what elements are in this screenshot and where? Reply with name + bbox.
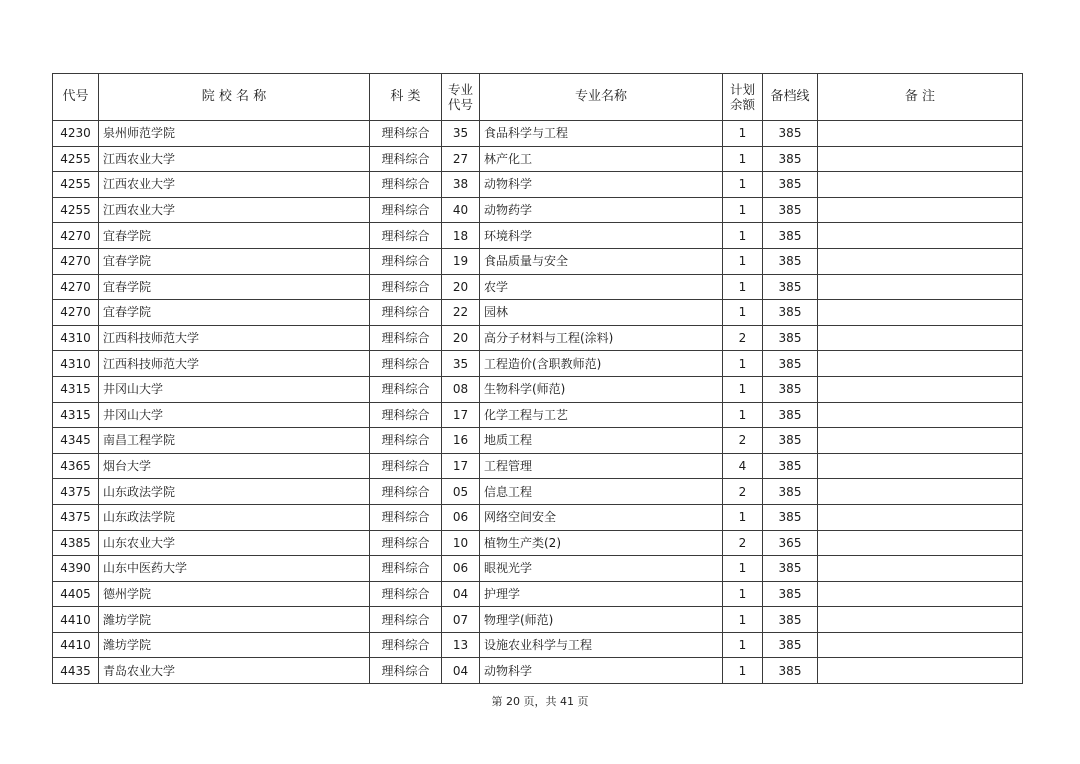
row-school-name: 烟台大学	[99, 453, 370, 479]
table-body	[53, 121, 1023, 684]
row-school-name: 潍坊学院	[99, 607, 370, 633]
row-school-name: 宜春学院	[99, 300, 370, 326]
table-row	[53, 658, 1023, 684]
row-plan-remaining: 2	[723, 428, 763, 454]
row-code: 4315	[53, 402, 99, 428]
row-major-name: 信息工程	[480, 479, 723, 505]
row-cutoff: 385	[763, 197, 818, 223]
row-cutoff: 385	[763, 479, 818, 505]
row-school-name: 青岛农业大学	[99, 658, 370, 684]
row-major-code: 35	[442, 351, 480, 377]
row-major-code: 08	[442, 376, 480, 402]
row-remarks	[818, 632, 1023, 658]
row-plan-remaining: 2	[723, 530, 763, 556]
row-category: 理科综合	[370, 248, 442, 274]
row-category: 理科综合	[370, 121, 442, 147]
row-code: 4345	[53, 428, 99, 454]
row-cutoff: 385	[763, 556, 818, 582]
row-code: 4435	[53, 658, 99, 684]
row-code: 4270	[53, 223, 99, 249]
header-remarks: 备 注	[818, 74, 1023, 121]
row-major-code: 20	[442, 274, 480, 300]
row-major-name: 农学	[480, 274, 723, 300]
row-category: 理科综合	[370, 632, 442, 658]
row-major-code: 07	[442, 607, 480, 633]
row-major-code: 22	[442, 300, 480, 326]
row-category: 理科综合	[370, 658, 442, 684]
row-cutoff: 385	[763, 274, 818, 300]
row-remarks	[818, 121, 1023, 147]
row-plan-remaining: 1	[723, 658, 763, 684]
row-major-code: 06	[442, 504, 480, 530]
row-remarks	[818, 607, 1023, 633]
row-code: 4375	[53, 479, 99, 505]
row-cutoff: 385	[763, 402, 818, 428]
row-major-code: 27	[442, 146, 480, 172]
row-school-name: 德州学院	[99, 581, 370, 607]
header-category: 科 类	[370, 74, 442, 121]
row-cutoff: 385	[763, 223, 818, 249]
row-remarks	[818, 453, 1023, 479]
row-category: 理科综合	[370, 223, 442, 249]
row-code: 4385	[53, 530, 99, 556]
row-cutoff: 385	[763, 504, 818, 530]
row-major-name: 护理学	[480, 581, 723, 607]
row-code: 4255	[53, 172, 99, 198]
row-major-code: 16	[442, 428, 480, 454]
row-major-name: 动物药学	[480, 197, 723, 223]
table-row	[53, 300, 1023, 326]
row-category: 理科综合	[370, 402, 442, 428]
row-plan-remaining: 1	[723, 402, 763, 428]
table-row	[53, 223, 1023, 249]
row-plan-remaining: 1	[723, 172, 763, 198]
table-row	[53, 581, 1023, 607]
row-cutoff: 385	[763, 351, 818, 377]
header-school: 院 校 名 称	[99, 74, 370, 121]
row-code: 4390	[53, 556, 99, 582]
header-plan-remaining	[723, 74, 763, 121]
row-major-code: 13	[442, 632, 480, 658]
table-row	[53, 632, 1023, 658]
row-school-name: 江西农业大学	[99, 197, 370, 223]
row-code: 4270	[53, 274, 99, 300]
row-school-name: 南昌工程学院	[99, 428, 370, 454]
table-row	[53, 504, 1023, 530]
row-remarks	[818, 504, 1023, 530]
table-row	[53, 197, 1023, 223]
header-cutoff: 备档线	[763, 74, 818, 121]
table-row	[53, 121, 1023, 147]
row-major-code: 18	[442, 223, 480, 249]
row-major-code: 40	[442, 197, 480, 223]
row-category: 理科综合	[370, 325, 442, 351]
row-category: 理科综合	[370, 479, 442, 505]
row-major-name: 眼视光学	[480, 556, 723, 582]
row-remarks	[818, 530, 1023, 556]
row-category: 理科综合	[370, 274, 442, 300]
row-cutoff: 385	[763, 376, 818, 402]
row-code: 4310	[53, 351, 99, 377]
row-remarks	[818, 197, 1023, 223]
row-major-name: 动物科学	[480, 172, 723, 198]
row-plan-remaining: 1	[723, 351, 763, 377]
row-school-name: 井冈山大学	[99, 376, 370, 402]
row-category: 理科综合	[370, 146, 442, 172]
row-major-name: 动物科学	[480, 658, 723, 684]
row-code: 4255	[53, 146, 99, 172]
header-code: 代号	[53, 74, 99, 121]
row-plan-remaining: 1	[723, 581, 763, 607]
row-code: 4315	[53, 376, 99, 402]
row-code: 4365	[53, 453, 99, 479]
row-category: 理科综合	[370, 351, 442, 377]
row-remarks	[818, 376, 1023, 402]
table-row	[53, 402, 1023, 428]
row-remarks	[818, 248, 1023, 274]
row-major-name: 植物生产类(2)	[480, 530, 723, 556]
row-remarks	[818, 402, 1023, 428]
row-code: 4270	[53, 248, 99, 274]
row-major-code: 04	[442, 658, 480, 684]
row-cutoff: 385	[763, 428, 818, 454]
row-school-name: 潍坊学院	[99, 632, 370, 658]
row-major-name: 园林	[480, 300, 723, 326]
row-plan-remaining: 1	[723, 223, 763, 249]
header-major-name: 专业名称	[480, 74, 723, 121]
row-major-name: 环境科学	[480, 223, 723, 249]
row-code: 4410	[53, 607, 99, 633]
row-plan-remaining: 1	[723, 504, 763, 530]
row-category: 理科综合	[370, 453, 442, 479]
row-major-code: 19	[442, 248, 480, 274]
row-school-name: 井冈山大学	[99, 402, 370, 428]
row-cutoff: 385	[763, 325, 818, 351]
row-remarks	[818, 223, 1023, 249]
header-major-code-text: 专业 代号	[447, 82, 473, 112]
table-row	[53, 351, 1023, 377]
row-major-name: 设施农业科学与工程	[480, 632, 723, 658]
row-remarks	[818, 428, 1023, 454]
row-remarks	[818, 146, 1023, 172]
row-cutoff: 385	[763, 172, 818, 198]
header-plan-remaining-text: 计划 余额	[729, 82, 755, 112]
row-plan-remaining: 4	[723, 453, 763, 479]
table-row	[53, 607, 1023, 633]
row-remarks	[818, 581, 1023, 607]
table-row	[53, 428, 1023, 454]
table-row	[53, 479, 1023, 505]
row-plan-remaining: 1	[723, 146, 763, 172]
row-school-name: 江西农业大学	[99, 172, 370, 198]
table-row	[53, 453, 1023, 479]
row-cutoff: 385	[763, 607, 818, 633]
row-cutoff: 385	[763, 121, 818, 147]
row-plan-remaining: 2	[723, 325, 763, 351]
row-plan-remaining: 1	[723, 632, 763, 658]
row-category: 理科综合	[370, 556, 442, 582]
row-school-name: 山东中医药大学	[99, 556, 370, 582]
row-cutoff: 365	[763, 530, 818, 556]
row-major-name: 工程造价(含职教师范)	[480, 351, 723, 377]
row-category: 理科综合	[370, 300, 442, 326]
row-school-name: 山东农业大学	[99, 530, 370, 556]
row-major-name: 生物科学(师范)	[480, 376, 723, 402]
table-row	[53, 146, 1023, 172]
row-plan-remaining: 1	[723, 556, 763, 582]
row-school-name: 宜春学院	[99, 223, 370, 249]
row-remarks	[818, 556, 1023, 582]
page-footer: 第 20 页，共 41 页	[491, 695, 589, 708]
row-cutoff: 385	[763, 581, 818, 607]
row-remarks	[818, 172, 1023, 198]
row-major-name: 化学工程与工艺	[480, 402, 723, 428]
row-school-name: 宜春学院	[99, 248, 370, 274]
row-code: 4310	[53, 325, 99, 351]
row-major-code: 05	[442, 479, 480, 505]
row-major-name: 工程管理	[480, 453, 723, 479]
row-category: 理科综合	[370, 428, 442, 454]
row-cutoff: 385	[763, 248, 818, 274]
table-row	[53, 248, 1023, 274]
table-row	[53, 556, 1023, 582]
table-header-row	[53, 74, 1023, 121]
row-plan-remaining: 1	[723, 274, 763, 300]
row-remarks	[818, 325, 1023, 351]
row-school-name: 泉州师范学院	[99, 121, 370, 147]
row-plan-remaining: 1	[723, 121, 763, 147]
row-category: 理科综合	[370, 504, 442, 530]
row-major-code: 04	[442, 581, 480, 607]
row-major-code: 17	[442, 453, 480, 479]
row-major-name: 网络空间安全	[480, 504, 723, 530]
row-school-name: 江西农业大学	[99, 146, 370, 172]
row-major-code: 38	[442, 172, 480, 198]
row-major-name: 地质工程	[480, 428, 723, 454]
row-plan-remaining: 1	[723, 376, 763, 402]
row-cutoff: 385	[763, 300, 818, 326]
row-code: 4375	[53, 504, 99, 530]
row-remarks	[818, 351, 1023, 377]
row-cutoff: 385	[763, 658, 818, 684]
table-row	[53, 274, 1023, 300]
row-category: 理科综合	[370, 581, 442, 607]
row-category: 理科综合	[370, 197, 442, 223]
table-row	[53, 376, 1023, 402]
row-plan-remaining: 1	[723, 607, 763, 633]
row-major-code: 06	[442, 556, 480, 582]
row-category: 理科综合	[370, 172, 442, 198]
row-school-name: 宜春学院	[99, 274, 370, 300]
row-remarks	[818, 479, 1023, 505]
row-code: 4410	[53, 632, 99, 658]
row-remarks	[818, 658, 1023, 684]
row-school-name: 江西科技师范大学	[99, 325, 370, 351]
row-code: 4270	[53, 300, 99, 326]
row-plan-remaining: 2	[723, 479, 763, 505]
row-plan-remaining: 1	[723, 197, 763, 223]
row-cutoff: 385	[763, 453, 818, 479]
row-major-name: 高分子材料与工程(涂料)	[480, 325, 723, 351]
admissions-table-sheet	[52, 73, 1022, 684]
row-remarks	[818, 300, 1023, 326]
row-major-code: 17	[442, 402, 480, 428]
row-major-name: 物理学(师范)	[480, 607, 723, 633]
row-category: 理科综合	[370, 607, 442, 633]
row-category: 理科综合	[370, 376, 442, 402]
row-major-code: 10	[442, 530, 480, 556]
row-school-name: 山东政法学院	[99, 479, 370, 505]
row-plan-remaining: 1	[723, 248, 763, 274]
row-category: 理科综合	[370, 530, 442, 556]
table-row	[53, 172, 1023, 198]
row-code: 4405	[53, 581, 99, 607]
row-major-code: 35	[442, 121, 480, 147]
row-cutoff: 385	[763, 146, 818, 172]
row-code: 4255	[53, 197, 99, 223]
row-major-code: 20	[442, 325, 480, 351]
row-major-name: 食品科学与工程	[480, 121, 723, 147]
row-major-name: 食品质量与安全	[480, 248, 723, 274]
row-plan-remaining: 1	[723, 300, 763, 326]
row-school-name: 山东政法学院	[99, 504, 370, 530]
table-row	[53, 325, 1023, 351]
table-row	[53, 530, 1023, 556]
row-code: 4230	[53, 121, 99, 147]
header-major-code	[442, 74, 480, 121]
row-remarks	[818, 274, 1023, 300]
admissions-table	[52, 73, 1023, 684]
row-cutoff: 385	[763, 632, 818, 658]
row-school-name: 江西科技师范大学	[99, 351, 370, 377]
row-major-name: 林产化工	[480, 146, 723, 172]
